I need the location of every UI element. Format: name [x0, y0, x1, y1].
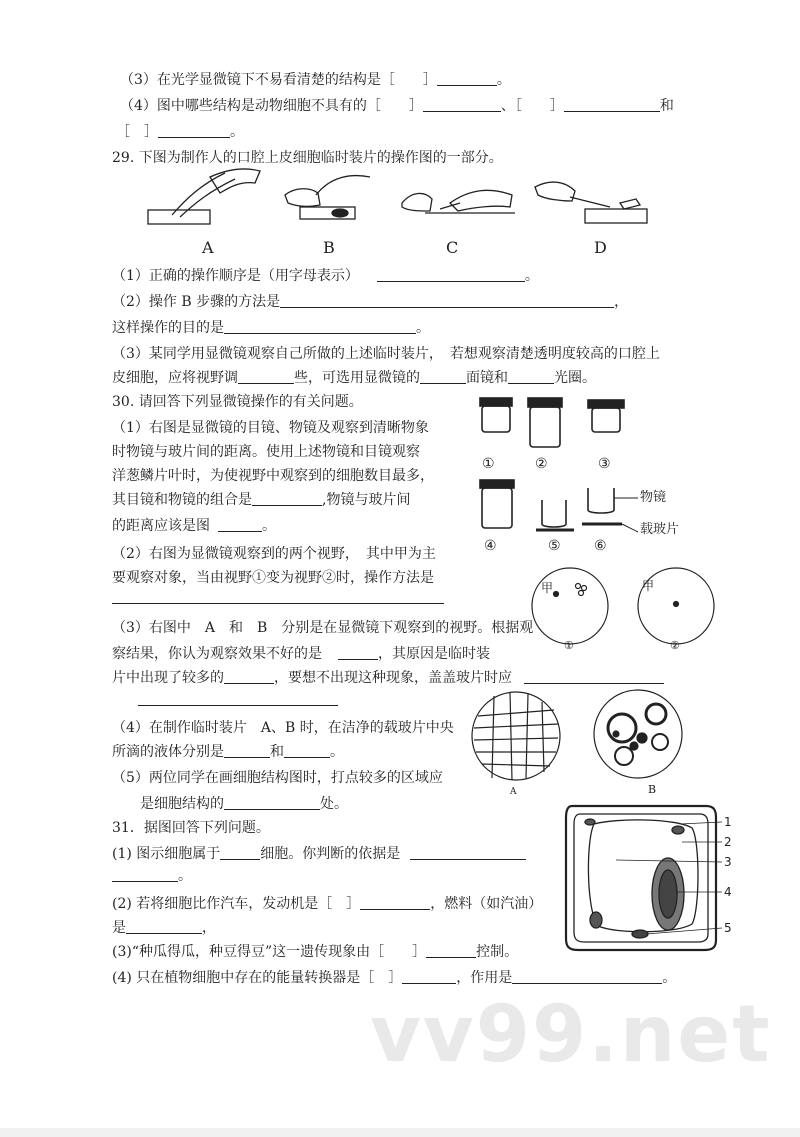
- blank[interactable]: [112, 589, 444, 604]
- cell-label-3: 3: [724, 855, 732, 869]
- q30-p3-line1: （3）右图中 A 和 B 分别是在显微镜下观察到的视野。根据观: [112, 620, 534, 636]
- eyepiece-3: [588, 400, 624, 408]
- slide-label: 载玻片: [640, 522, 680, 537]
- blank[interactable]: [280, 293, 614, 308]
- hand-b: [285, 189, 320, 207]
- slide-procedure-figure: [140, 165, 660, 255]
- q30-p2-line2: 要观察对象，当由视野①变为视野②时，操作方法是: [112, 570, 434, 586]
- plant-cell-figure: [556, 800, 746, 960]
- blank[interactable]: [252, 491, 322, 506]
- q28-part4: （4）图中哪些结构是动物细胞不具有的［ ］ 、［ ］ 和: [120, 98, 674, 114]
- watermark: vv99.net: [370, 990, 772, 1080]
- blank[interactable]: [126, 919, 202, 934]
- lens-num-5: ⑤: [548, 538, 561, 554]
- bottom-edge: [0, 1128, 800, 1137]
- q30-p3-line3: 片中出现了较多的 ，要想不出现这种现象，盖盖玻片时应: [112, 668, 664, 688]
- view-label-b: B: [648, 783, 657, 796]
- q31-part3: (3)“种瓜得瓜，种豆得豆”这一遗传现象由［ ］ 控制。: [112, 944, 519, 960]
- blank[interactable]: [220, 845, 260, 860]
- cell-label-1: 1: [724, 815, 732, 829]
- blank[interactable]: [420, 369, 466, 384]
- eyepiece-1: [480, 398, 512, 406]
- hand-c2: [450, 190, 512, 211]
- blank[interactable]: [284, 743, 330, 758]
- blank[interactable]: [218, 517, 262, 532]
- q30-p4-line2: 所滴的液体分别是 和 。: [112, 744, 344, 760]
- field-1-jia: 甲: [541, 581, 554, 595]
- q31-part2-cont: 是 ，: [112, 920, 216, 936]
- view-b: [594, 690, 682, 778]
- q31-part2: (2) 若将细胞比作汽车，发动机是［ ］ ，燃料（如汽油）: [112, 896, 543, 912]
- hand-a: [210, 169, 260, 193]
- blank[interactable]: [112, 867, 178, 882]
- blank[interactable]: [437, 71, 497, 86]
- q31-title: 31．据图回答下列问题。: [112, 820, 270, 836]
- q29-part3-cont: 皮细胞，应将视野调 些，可选用显微镜的 面镜和 光圈。: [112, 370, 596, 386]
- eyepiece-2: [528, 398, 562, 407]
- q29-title: 29. 下图为制作人的口腔上皮细胞临时装片的操作图的一部分。: [112, 150, 503, 166]
- blank[interactable]: [377, 267, 525, 282]
- q30-p1-line2: 时物镜与玻片间的距离。使用上述物镜和目镜观察: [112, 444, 420, 460]
- lens-num-2: ②: [535, 456, 548, 472]
- view-a: [472, 692, 560, 780]
- chloroplast: [672, 826, 684, 834]
- fig-label-b: B: [323, 238, 335, 257]
- lens-num-4: ④: [484, 538, 497, 554]
- objective-label: 物镜: [640, 490, 667, 505]
- blank[interactable]: [524, 669, 664, 684]
- q31-part1: (1) 图示细胞属于 细胞。你判断的依据是: [112, 844, 526, 864]
- lens-num-1: ①: [482, 456, 495, 472]
- q30-p1-line3: 洋葱鳞片叶时，为使视野中观察到的细胞数目最多，: [112, 468, 434, 484]
- view-label-a: A: [510, 787, 517, 797]
- blank[interactable]: [224, 669, 274, 684]
- cell-label-4: 4: [724, 885, 732, 899]
- field-num-2: ②: [670, 639, 680, 652]
- objective-6: [588, 488, 614, 513]
- slide-a: [148, 210, 210, 224]
- blank[interactable]: [224, 795, 320, 810]
- blank[interactable]: [508, 369, 554, 384]
- q30-p5-line1: （5）两位同学在画细胞结构图时，打点较多的区域应: [112, 770, 443, 786]
- q31-part4: (4) 只在植物细胞中存在的能量转换器是［ ］ ，作用是 。: [112, 970, 677, 986]
- q30-p1-line1: （1）右图是显微镜的目镜、物镜及观察到清晰物象: [112, 420, 429, 436]
- cell-label-2: 2: [724, 835, 732, 849]
- view-a-b-figure: [470, 686, 700, 790]
- blank[interactable]: [512, 969, 662, 984]
- q30-p2-line1: （2）右图为显微镜观察到的两个视野， 其中甲为主: [112, 546, 436, 562]
- objective-5: [542, 500, 566, 527]
- blank[interactable]: [410, 845, 526, 860]
- q29-part1: （1）正确的操作顺序是（用字母表示） 。: [112, 268, 539, 284]
- lens-num-3: ③: [598, 456, 611, 472]
- q30-p1-line5: 的距离应该是图 。: [112, 518, 276, 534]
- blank[interactable]: [338, 645, 378, 660]
- hand-d: [535, 182, 575, 201]
- q28-part3: （3）在光学显微镜下不易看清楚的结构是［ ］ 。: [120, 72, 511, 88]
- q30-p2-answer: [112, 588, 444, 608]
- blank[interactable]: [238, 369, 294, 384]
- q29-part2-cont: 这样操作的目的是 。: [112, 320, 430, 336]
- blank[interactable]: [138, 691, 338, 706]
- blank[interactable]: [158, 123, 230, 138]
- q30-p3-answer: [138, 690, 338, 710]
- q31-part1-cont: 。: [112, 866, 192, 886]
- blank[interactable]: [360, 895, 430, 910]
- blank[interactable]: [564, 97, 660, 112]
- q30-p1-line4: 其目镜和物镜的组合是 ,物镜与玻片间: [112, 492, 411, 508]
- q30-p4-line1: （4）在制作临时装片 A、B 时，在洁净的载玻片中央: [112, 720, 454, 736]
- objective-4: [480, 480, 514, 488]
- field-num-1: ①: [564, 639, 574, 652]
- cell-label-5: 5: [724, 921, 732, 935]
- fig-label-a: A: [202, 238, 214, 257]
- blank[interactable]: [224, 743, 270, 758]
- slide-d: [585, 209, 647, 223]
- q30-p5-line2: 是细胞结构的 处。: [140, 796, 348, 812]
- lens-num-6: ⑥: [594, 538, 607, 554]
- q30-title: 30. 请回答下列显微镜操作的有关问题。: [112, 394, 363, 410]
- blank[interactable]: [224, 319, 416, 334]
- hand-c1: [402, 193, 432, 211]
- fig-label-c: C: [446, 238, 459, 257]
- blank[interactable]: [402, 969, 456, 984]
- q29-part2: （2）操作 B 步骤的方法是 ，: [112, 294, 629, 310]
- q30-p3-line2: 察结果，你认为观察效果不好的是 ，其原因是临时装: [112, 646, 490, 662]
- field-2-jia: 甲: [642, 579, 655, 593]
- q28-part4-cont: ［ ］ 。: [116, 124, 244, 140]
- fig-label-d: D: [594, 238, 607, 257]
- blank[interactable]: [426, 943, 476, 958]
- view-fields-figure: [528, 564, 718, 654]
- blank[interactable]: [423, 97, 501, 112]
- q29-part3: （3）某同学用显微镜观察自己所做的上述临时装片， 若想观察清楚透明度较高的口腔上: [112, 346, 660, 362]
